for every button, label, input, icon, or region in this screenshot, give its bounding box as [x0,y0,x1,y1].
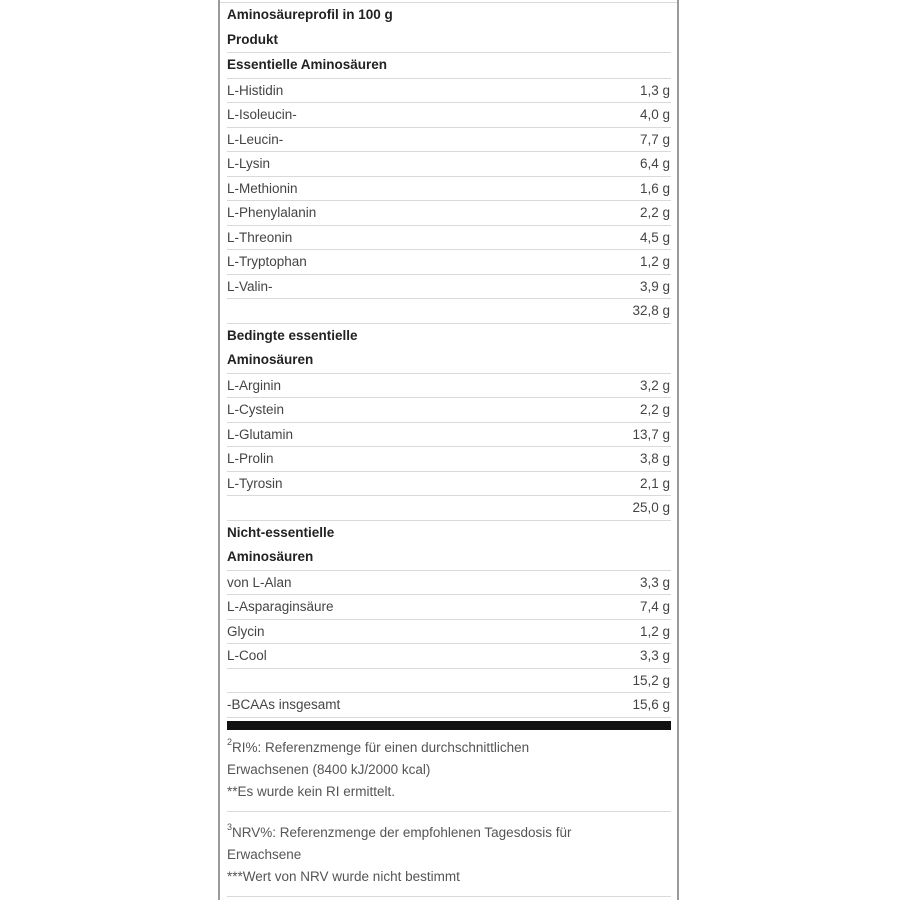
section-total-row [227,669,671,694]
bcaa-label: -BCAAs insgesamt [227,697,341,713]
ri-line-3: **Es wurde kein RI ermittelt. [227,783,396,799]
nrv-line-3: ***Wert von NRV wurde nicht bestimmt [227,868,460,884]
thick-separator [227,721,671,730]
amino-acid-name: L-Lysin [227,156,271,172]
table-row [227,447,671,472]
nrv-line-2: Erwachsene [227,846,302,862]
amino-acid-value: 4,0 g [639,107,670,123]
bcaa-value: 15,6 g [632,697,670,713]
amino-acid-value: 1,6 g [639,180,670,196]
amino-acid-value: 3,3 g [639,574,670,590]
amino-acid-table-panel [218,0,679,900]
nrv-footnote [227,812,671,897]
table-row [227,398,671,423]
section-total-row [227,299,671,324]
table-row [227,472,671,497]
amino-acid-name: L-Arginin [227,377,282,393]
section-heading: Nicht-essentielle [227,524,335,540]
amino-acid-value: 7,4 g [639,599,670,615]
amino-acid-value: 4,5 g [639,229,670,245]
amino-acid-name: L-Leucin- [227,131,284,147]
amino-acid-name: L-Methionin [227,180,298,196]
table-row [227,250,671,275]
amino-acid-name: von L-Alan [227,574,292,590]
table-row [227,79,671,104]
amino-acid-name: L-Prolin [227,451,274,467]
amino-acid-name: L-Valin- [227,278,273,294]
amino-acid-name: L-Histidin [227,82,284,98]
table-row [227,201,671,226]
sections-container [227,53,671,693]
amino-acid-value: 3,3 g [639,648,670,664]
ri-line-2: Erwachsenen (8400 kJ/2000 kcal) [227,761,431,777]
table-row [227,374,671,399]
section-heading: Essentielle Aminosäuren [227,53,671,79]
amino-acid-name: L-Tyrosin [227,475,283,491]
amino-acid-value: 1,2 g [639,623,670,639]
amino-acid-value: 3,2 g [639,377,670,393]
bcaa-row [227,693,671,718]
amino-acid-name: Glycin [227,623,265,639]
section-total-value: 32,8 g [632,303,670,319]
amino-acid-name: L-Phenylalanin [227,205,317,221]
amino-acid-name: L-Cool [227,648,267,664]
table-row [227,644,671,669]
table-subtitle: Produkt [227,28,671,54]
section-heading: Aminosäuren [227,348,671,374]
amino-acid-value: 6,4 g [639,156,670,172]
amino-acid-value: 3,8 g [639,451,670,467]
section-heading: Aminosäuren [227,545,671,571]
table-row [227,423,671,448]
table-row [227,620,671,645]
amino-acid-name: L-Asparaginsäure [227,599,334,615]
amino-acid-name: L-Tryptophan [227,254,307,270]
amino-acid-value: 1,2 g [639,254,670,270]
ri-footnote [227,730,671,812]
amino-acid-value: 2,1 g [639,475,670,491]
amino-acid-value: 2,2 g [639,205,670,221]
table-row [227,152,671,177]
table-row [227,571,671,596]
table-row [227,275,671,300]
amino-acid-value: 7,7 g [639,131,670,147]
ri-line-1: RI%: Referenzmenge für einen durchschnittlichen [232,739,530,755]
amino-acid-value: 3,9 g [639,278,670,294]
amino-acid-value: 13,7 g [632,426,670,442]
table-row [227,177,671,202]
section-heading: Bedingte essentielle [227,327,358,343]
footnotes [227,730,671,897]
table-row [227,103,671,128]
amino-acid-value: 2,2 g [639,402,670,418]
amino-acid-value: 1,3 g [639,82,670,98]
ri-sup: 2 [227,736,233,747]
section-total-value: 25,0 g [632,500,670,516]
nrv-line-1: NRV%: Referenzmenge der empfohlenen Tagesdosis für [232,824,572,840]
table-title: Aminosäureprofil in 100 g [227,7,393,22]
section-total-value: 15,2 g [632,672,670,688]
nrv-sup: 3 [227,821,233,832]
table-row [227,226,671,251]
table-row [227,595,671,620]
section-total-row [227,496,671,521]
table-body [220,3,677,897]
amino-acid-name: L-Glutamin [227,426,294,442]
amino-acid-name: L-Threonin [227,229,293,245]
table-row [227,128,671,153]
amino-acid-name: L-Cystein [227,402,285,418]
amino-acid-name: L-Isoleucin- [227,107,297,123]
